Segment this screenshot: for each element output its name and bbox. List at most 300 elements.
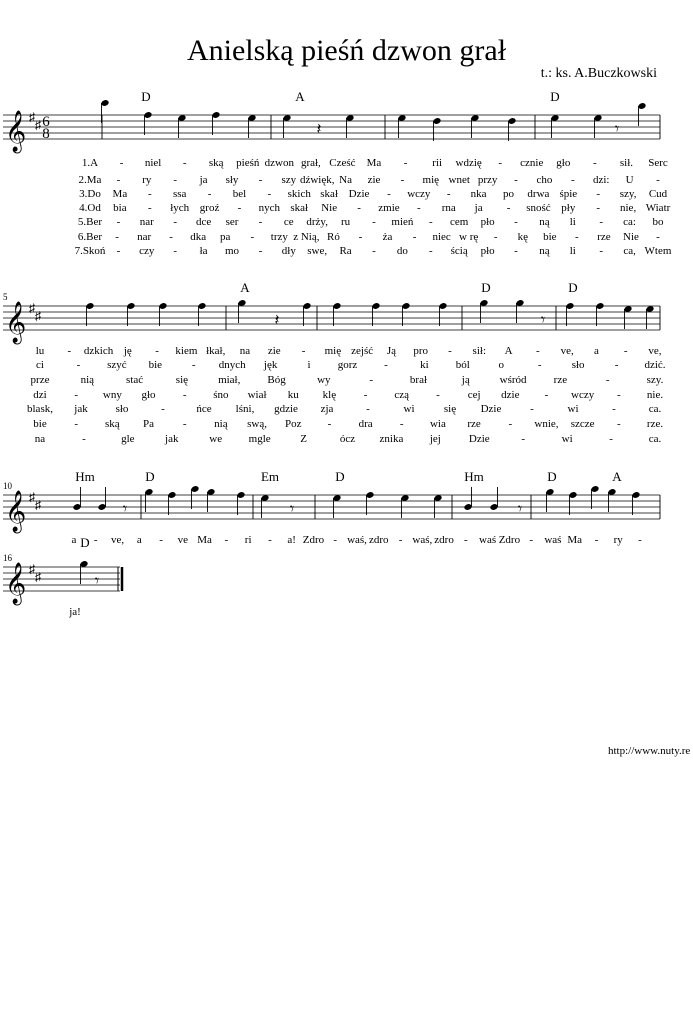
lyric-syllable: bo xyxy=(652,216,664,228)
lyric-syllable: ścią xyxy=(450,245,468,257)
lyric-syllable: ca. xyxy=(648,433,662,445)
lyric-syllable: ve xyxy=(177,534,189,546)
lyric-syllable: klę xyxy=(322,389,337,401)
time-signature-bottom: 8 xyxy=(42,126,50,142)
chord-symbol: D xyxy=(80,535,90,550)
lyric-hyphen: - xyxy=(400,174,405,186)
lyric-syllable: dka xyxy=(190,231,207,243)
lyric-syllable: nie, xyxy=(620,202,637,214)
eighth-rest-icon: 𝄾 xyxy=(122,501,128,518)
lyric-hyphen: - xyxy=(116,245,121,257)
lyric-syllable: ki xyxy=(420,359,429,371)
lyric-hyphen: - xyxy=(224,534,229,546)
lyric-hyphen: - xyxy=(399,418,404,430)
chord-symbol: Em xyxy=(260,469,280,484)
staff-system-2 xyxy=(3,280,666,445)
lyric-hyphen: - xyxy=(530,403,534,415)
lyric-syllable: li xyxy=(569,245,576,257)
lyric-syllable: wny xyxy=(102,389,122,401)
lyric-syllable: rze xyxy=(553,374,568,386)
lyric-syllable: gle xyxy=(121,433,135,445)
lyric-syllable: wi xyxy=(567,403,579,415)
lyric-syllable: pieśń xyxy=(236,157,260,169)
lyric-syllable: ja xyxy=(474,202,483,214)
lyric-syllable: ser xyxy=(225,216,239,228)
lyric-hyphen: - xyxy=(506,202,511,214)
lyric-syllable: a xyxy=(71,534,77,546)
lyric-syllable: mię xyxy=(422,174,440,186)
staff-system-4 xyxy=(3,534,125,618)
lyric-syllable: a xyxy=(136,534,142,546)
lyric-hyphen: - xyxy=(575,231,579,243)
eighth-rest-icon: 𝄾 xyxy=(614,121,620,138)
lyric-hyphen: - xyxy=(387,188,391,200)
lyric-hyphen: - xyxy=(182,157,187,169)
lyric-syllable: na xyxy=(34,433,46,445)
staff-system-3 xyxy=(3,469,660,546)
lyric-syllable: ca. xyxy=(648,403,662,415)
measure-number: 10 xyxy=(3,481,12,491)
lyric-syllable: nar xyxy=(139,216,154,228)
lyric-syllable: wczy xyxy=(571,389,595,401)
lyric-hyphen: - xyxy=(448,345,452,357)
lyric-syllable: szy. xyxy=(646,374,664,386)
lyric-syllable: jak xyxy=(165,433,179,445)
lyric-syllable: zejść xyxy=(351,345,374,357)
lyric-syllable: ca: xyxy=(623,216,637,228)
lyric-syllable: szcze xyxy=(570,418,595,430)
lyric-syllable: mień xyxy=(391,216,414,228)
lyric-syllable: Ma xyxy=(197,534,212,546)
lyric-hyphen: - xyxy=(182,418,187,430)
lyric-syllable: blask, xyxy=(27,403,53,415)
lyric-syllable: cem xyxy=(450,216,469,228)
chord-symbol: D xyxy=(481,280,491,295)
lyric-syllable: śpie xyxy=(559,188,578,200)
lyric-syllable: groź xyxy=(199,202,220,214)
lyric-syllable: dzie xyxy=(501,389,520,401)
lyric-syllable: jęk xyxy=(263,359,278,371)
lyric-hyphen: - xyxy=(67,345,72,357)
lyric-syllable: ci xyxy=(36,359,44,371)
lyric-hyphen: - xyxy=(173,245,178,257)
lyric-hyphen: - xyxy=(333,534,338,546)
lyric-syllable: zdro xyxy=(368,534,389,546)
lyricist-credit: t.: ks. A.Buczkowski xyxy=(540,66,657,81)
lyric-syllable: jej xyxy=(429,433,441,445)
lyric-syllable: 5.Ber xyxy=(77,216,103,228)
lyric-syllable: się xyxy=(443,403,457,415)
lyric-syllable: dźwięk, xyxy=(299,174,335,186)
lyric-syllable: ri xyxy=(244,534,252,546)
lyric-hyphen: - xyxy=(258,174,263,186)
lyric-syllable: sił. xyxy=(619,157,634,169)
lyric-syllable: ją xyxy=(461,374,470,386)
lyric-syllable: wczy xyxy=(407,188,431,200)
lyric-hyphen: - xyxy=(403,157,408,169)
lyric-syllable: Dzie xyxy=(480,403,502,415)
lyric-hyphen: - xyxy=(599,216,604,228)
lyric-hyphen: - xyxy=(268,534,272,546)
lyric-syllable: ssa xyxy=(172,188,187,200)
lyric-syllable: ve, xyxy=(560,345,574,357)
lyric-syllable: niel xyxy=(144,157,162,169)
lyric-hyphen: - xyxy=(363,389,368,401)
lyric-syllable: i xyxy=(307,359,311,371)
lyric-syllable: mię xyxy=(324,345,342,357)
lyric-syllable: znika xyxy=(379,433,404,445)
key-sharp-icon: ♯ xyxy=(35,309,41,323)
chord-symbol: D xyxy=(141,89,151,104)
lyric-syllable: ńce xyxy=(196,403,212,415)
lyric-syllable: ce xyxy=(283,216,294,228)
lyric-syllable: rii xyxy=(432,157,443,169)
lyric-syllable: szy, xyxy=(619,188,637,200)
key-sharp-icon: ♯ xyxy=(35,570,41,584)
lyric-syllable: Ma xyxy=(366,157,382,169)
lyric-syllable: gorz xyxy=(337,359,358,371)
lyric-syllable: ja! xyxy=(69,606,81,618)
lyric-syllable: ócz xyxy=(339,433,356,445)
staff-system-1 xyxy=(3,89,672,257)
lyric-syllable: waś, xyxy=(412,534,433,546)
lyric-syllable: nią xyxy=(214,418,228,430)
lyric-hyphen: - xyxy=(116,174,121,186)
lyric-hyphen: - xyxy=(656,174,660,186)
lyric-syllable: skich xyxy=(287,188,311,200)
lyric-hyphen: - xyxy=(115,231,119,243)
lyric-syllable: bie xyxy=(543,231,557,243)
lyric-syllable: rna xyxy=(441,202,456,214)
lyric-syllable: ry xyxy=(142,174,152,186)
lyric-syllable: waś xyxy=(544,534,562,546)
lyric-syllable: bia xyxy=(113,202,127,214)
lyric-syllable: Wiatr xyxy=(645,202,671,214)
lyric-syllable: dzi: xyxy=(592,174,610,186)
lyric-hyphen: - xyxy=(301,345,306,357)
lyric-syllable: kiem xyxy=(175,345,198,357)
lyric-syllable: ku xyxy=(287,389,299,401)
lyric-syllable: prze xyxy=(30,374,50,386)
key-sharp-icon: ♯ xyxy=(29,490,35,504)
lyric-syllable: mgle xyxy=(248,433,271,445)
lyric-syllable: lu xyxy=(35,345,45,357)
lyric-hyphen: - xyxy=(514,216,518,228)
eighth-rest-icon: 𝄾 xyxy=(289,501,295,518)
lyric-hyphen: - xyxy=(594,534,599,546)
lyric-hyphen: - xyxy=(173,174,178,186)
lyric-syllable: nka xyxy=(470,188,487,200)
lyric-syllable: A xyxy=(504,345,513,357)
lyric-syllable: Dzie xyxy=(348,188,370,200)
lyric-syllable: wi xyxy=(403,403,415,415)
lyric-syllable: dzwon xyxy=(264,157,294,169)
lyric-syllable: Na xyxy=(339,174,353,186)
lyric-syllable: drży, xyxy=(306,216,328,228)
lyric-syllable: bie xyxy=(33,418,47,430)
lyric-syllable: pło xyxy=(480,216,495,228)
lyric-hyphen: - xyxy=(412,231,417,243)
lyric-syllable: drwa xyxy=(527,188,550,200)
lyric-hyphen: - xyxy=(372,216,376,228)
lyric-hyphen: - xyxy=(544,389,549,401)
lyric-syllable: nią xyxy=(80,374,95,386)
lyric-hyphen: - xyxy=(74,418,79,430)
lyric-syllable: Ra xyxy=(339,245,352,257)
lyric-hyphen: - xyxy=(529,534,533,546)
lyric-syllable: czą xyxy=(394,389,410,401)
lyric-syllable: gło xyxy=(556,157,571,169)
lyric-hyphen: - xyxy=(464,534,468,546)
lyric-syllable: dnych xyxy=(218,359,246,371)
lyric-hyphen: - xyxy=(207,188,212,200)
lyric-hyphen: - xyxy=(74,389,79,401)
lyric-syllable: kę xyxy=(517,231,528,243)
lyric-hyphen: - xyxy=(537,359,542,371)
lyric-syllable: Ró xyxy=(327,231,340,243)
chord-symbol: D xyxy=(550,89,560,104)
lyric-syllable: li xyxy=(569,216,576,228)
quarter-rest-icon: 𝄽 xyxy=(274,312,280,329)
lyric-syllable: Ją xyxy=(386,345,397,357)
key-sharp-icon: ♯ xyxy=(35,498,41,512)
lyric-syllable: ból xyxy=(455,359,470,371)
lyric-syllable: o xyxy=(498,359,504,371)
lyric-syllable: rze xyxy=(467,418,481,430)
quarter-rest-icon: 𝄽 xyxy=(316,121,322,138)
lyric-hyphen: - xyxy=(191,359,196,371)
treble-clef-icon: 𝄞 xyxy=(5,111,27,151)
lyric-syllable: dce xyxy=(195,216,212,228)
time-signature-top: 6 xyxy=(42,114,50,130)
lyric-syllable: bel xyxy=(232,188,247,200)
lyric-hyphen: - xyxy=(436,389,440,401)
lyric-syllable: do xyxy=(396,245,408,257)
lyric-hyphen: - xyxy=(147,202,152,214)
lyric-syllable: 4.Od xyxy=(79,202,101,214)
chord-symbol: D xyxy=(547,469,557,484)
lyric-hyphen: - xyxy=(498,157,503,169)
lyric-syllable: cej xyxy=(467,389,481,401)
lyric-hyphen: - xyxy=(656,231,660,243)
lyric-syllable: czy xyxy=(139,245,155,257)
lyric-hyphen: - xyxy=(593,157,597,169)
lyric-syllable: ja xyxy=(199,174,208,186)
lyric-syllable: lśni, xyxy=(235,403,255,415)
lyric-hyphen: - xyxy=(428,245,433,257)
lyric-syllable: stać xyxy=(126,374,144,386)
lyric-hyphen: - xyxy=(508,418,513,430)
lyric-syllable: łkał, xyxy=(206,345,226,357)
chord-symbol: Hm xyxy=(464,469,484,484)
lyric-hyphen: - xyxy=(536,345,540,357)
lyric-hyphen: - xyxy=(93,534,98,546)
lyric-syllable: sność xyxy=(526,202,551,214)
key-sharp-icon: ♯ xyxy=(29,562,35,576)
lyric-hyphen: - xyxy=(605,374,610,386)
lyric-hyphen: - xyxy=(82,433,86,445)
lyric-syllable: swe, xyxy=(307,245,328,257)
lyric-syllable: ry xyxy=(613,534,623,546)
lyric-hyphen: - xyxy=(169,231,173,243)
lyric-syllable: trzy xyxy=(270,231,288,243)
lyric-syllable: Serc xyxy=(648,157,668,169)
lyric-syllable: sły xyxy=(225,174,239,186)
lyric-syllable: Nie xyxy=(623,231,639,243)
lyric-syllable: Cud xyxy=(648,188,668,200)
lyric-hyphen: - xyxy=(250,231,255,243)
lyric-syllable: jak xyxy=(74,403,88,415)
lyric-hyphen: - xyxy=(119,157,124,169)
lyric-syllable: Nie xyxy=(321,202,338,214)
lyric-hyphen: - xyxy=(398,534,403,546)
lyric-syllable: gdzie xyxy=(274,403,298,415)
lyric-syllable: szyć xyxy=(107,359,127,371)
lyric-syllable: nych xyxy=(258,202,281,214)
lyric-hyphen: - xyxy=(155,345,159,357)
lyric-syllable: a! xyxy=(287,534,296,546)
lyric-syllable: dra xyxy=(358,418,373,430)
eighth-rest-icon: 𝄾 xyxy=(540,312,546,329)
lyric-syllable: sło xyxy=(571,359,585,371)
lyric-syllable: wśród xyxy=(499,374,527,386)
lyric-syllable: pro xyxy=(413,345,429,357)
lyric-syllable: się xyxy=(175,374,189,386)
lyric-hyphen: - xyxy=(384,359,388,371)
lyric-hyphen: - xyxy=(623,345,628,357)
key-sharp-icon: ♯ xyxy=(35,118,41,132)
lyric-syllable: grał, xyxy=(300,157,321,169)
lyric-hyphen: - xyxy=(612,403,616,415)
lyric-syllable: waś, xyxy=(347,534,367,546)
lyric-syllable: wia xyxy=(429,418,446,430)
eighth-rest-icon: 𝄾 xyxy=(517,501,523,518)
lyric-syllable: rze. xyxy=(646,418,664,430)
lyric-syllable: Dzie xyxy=(468,433,490,445)
lyric-syllable: ską xyxy=(105,418,120,430)
lyric-hyphen: - xyxy=(616,418,621,430)
lyric-hyphen: - xyxy=(638,534,642,546)
lyric-syllable: łych xyxy=(170,202,190,214)
lyric-syllable: swą, xyxy=(247,418,267,430)
lyric-syllable: gło xyxy=(141,389,156,401)
lyric-syllable: pa xyxy=(220,231,231,243)
chord-symbol: Hm xyxy=(75,469,95,484)
lyric-syllable: zie xyxy=(267,345,281,357)
lyric-syllable: Poz xyxy=(284,418,302,430)
lyric-syllable: we xyxy=(209,433,223,445)
chord-symbol: D xyxy=(568,280,578,295)
lyric-syllable: ve, xyxy=(648,345,662,357)
lyric-syllable: skał xyxy=(290,202,309,214)
lyric-syllable: mo xyxy=(224,245,240,257)
measure-number: 16 xyxy=(3,553,12,563)
lyric-syllable: brał xyxy=(409,374,428,386)
lyric-syllable: Ma xyxy=(112,188,128,200)
lyric-hyphen: - xyxy=(258,216,263,228)
chord-symbol: D xyxy=(145,469,155,484)
chord-symbol: A xyxy=(612,469,622,484)
lyric-hyphen: - xyxy=(446,188,451,200)
lyric-hyphen: - xyxy=(493,231,498,243)
lyric-syllable: zja xyxy=(320,403,334,415)
lyric-syllable: cho xyxy=(536,174,553,186)
lyric-hyphen: - xyxy=(514,245,518,257)
lyric-hyphen: - xyxy=(327,418,332,430)
lyric-hyphen: - xyxy=(596,202,601,214)
lyric-syllable: Bóg xyxy=(267,374,286,386)
lyric-hyphen: - xyxy=(76,359,81,371)
lyric-syllable: ru xyxy=(341,216,351,228)
lyric-syllable: na xyxy=(239,345,251,357)
lyric-syllable: ca, xyxy=(623,245,636,257)
lyric-syllable: ve, xyxy=(110,534,125,546)
lyric-syllable: Wtem xyxy=(644,245,672,257)
key-sharp-icon: ♯ xyxy=(29,110,35,124)
lyric-hyphen: - xyxy=(369,374,373,386)
lyric-syllable: zie xyxy=(367,174,381,186)
source-url: http://www.nuty.re xyxy=(608,745,691,757)
lyric-syllable: dły xyxy=(281,245,296,257)
treble-clef-icon: 𝄞 xyxy=(5,491,27,531)
lyric-syllable: wdzię xyxy=(455,157,482,169)
lyric-hyphen: - xyxy=(267,188,272,200)
chord-symbol: A xyxy=(240,280,250,295)
lyric-hyphen: - xyxy=(614,359,619,371)
lyric-syllable: ną xyxy=(539,245,550,257)
lyric-syllable: a xyxy=(593,345,599,357)
lyric-hyphen: - xyxy=(173,216,178,228)
lyric-hyphen: - xyxy=(596,188,601,200)
lyric-hyphen: - xyxy=(417,202,421,214)
lyric-syllable: ską xyxy=(208,157,224,169)
lyric-syllable: wi xyxy=(561,433,573,445)
lyric-hyphen: - xyxy=(366,403,370,415)
lyric-syllable: 2.Ma xyxy=(78,174,102,186)
song-title: Anielską pieśń dzwon grał xyxy=(186,34,507,67)
lyric-syllable: ję xyxy=(123,345,132,357)
lyric-syllable: wy xyxy=(317,374,331,386)
lyric-syllable: śno xyxy=(213,389,229,401)
eighth-rest-icon: 𝄾 xyxy=(94,573,100,590)
lyric-hyphen: - xyxy=(116,216,121,228)
lyric-hyphen: - xyxy=(372,245,376,257)
lyric-syllable: Pa xyxy=(143,418,155,430)
lyric-hyphen: - xyxy=(357,202,361,214)
lyric-syllable: przy xyxy=(477,174,498,186)
lyric-syllable: w rę xyxy=(459,231,479,243)
chord-symbol: A xyxy=(295,89,305,104)
lyric-syllable: dzić. xyxy=(644,359,666,371)
lyric-hyphen: - xyxy=(358,231,363,243)
lyric-syllable: Zdro xyxy=(302,534,325,546)
lyric-syllable: zdro xyxy=(434,534,454,546)
lyric-syllable: Ma xyxy=(567,534,583,546)
lyric-syllable: ża xyxy=(382,231,393,243)
lyric-syllable: pło xyxy=(480,245,495,257)
lyric-syllable: 3.Do xyxy=(79,188,101,200)
treble-clef-icon: 𝄞 xyxy=(5,302,27,342)
lyric-syllable: Cześć xyxy=(329,157,356,169)
lyric-syllable: wnet xyxy=(448,174,470,186)
lyric-syllable: wnie, xyxy=(534,418,559,430)
lyric-syllable: 6.Ber xyxy=(77,231,103,243)
measure-number: 5 xyxy=(3,292,8,302)
lyric-syllable: pły xyxy=(561,202,576,214)
lyric-syllable: sił: xyxy=(472,345,487,357)
lyric-syllable: po xyxy=(503,188,515,200)
lyric-hyphen: - xyxy=(147,188,152,200)
